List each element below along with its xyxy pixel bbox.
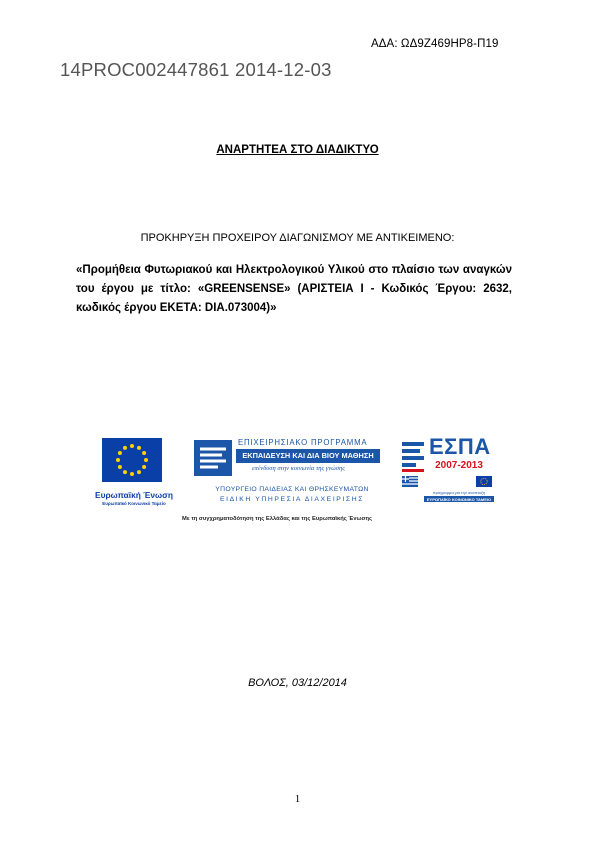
espa-title: ΕΣΠΑ — [429, 434, 491, 459]
protocol-number: 14PROC002447861 2014-12-03 — [60, 59, 332, 80]
publication-heading — [0, 144, 595, 156]
espa-years: 2007-2013 — [435, 460, 483, 471]
tender-heading: ΠΡΟΚΗΡΥΞΗ ΠΡΟΧΕΙΡΟΥ ΔΙΑΓΩΝΙΣΜΟΥ ΜΕ ΑΝΤΙΚΕΙΜΕΝΟ: — [140, 232, 455, 244]
funding-logo-banner — [86, 430, 498, 526]
ada-code: ΑΔΑ: ΩΔ9Ζ469ΗΡ8-Π19 — [371, 38, 499, 50]
eu-stars-icon — [102, 438, 162, 482]
greek-eu-flags-icon — [402, 476, 492, 488]
eu-flag-icon — [102, 438, 162, 482]
publication-heading-text: ΑΝΑΡΤΗΤΕΑ ΣΤΟ ΔΙΑΔΙΚΤΥΟ — [216, 144, 379, 156]
eu-title: Ευρωπαϊκή Ένωση — [95, 490, 173, 500]
ministry-name: ΥΠΟΥΡΓΕΙΟ ΠΑΙΔΕΙΑΣ ΚΑΙ ΘΡΗΣΚΕΥΜΑΤΩΝ — [215, 486, 369, 493]
espa-fund-name: ΕΥΡΩΠΑΪΚΟ ΚΟΙΝΩΝΙΚΟ ΤΑΜΕΙΟ — [426, 497, 492, 502]
page-number: 1 — [294, 793, 301, 805]
eu-subtitle: Ευρωπαϊκό Κοινωνικό Ταμείο — [102, 501, 166, 506]
programme-emblem-icon — [194, 440, 232, 476]
document-date: ΒΟΛΟΣ, 03/12/2014 — [248, 677, 347, 689]
management-authority: ΕΙΔΙΚΗ ΥΠΗΡΕΣΙΑ ΔΙΑΧΕΙΡΙΣΗΣ — [219, 496, 365, 503]
cofunding-note: Με τη συγχρηματοδότηση της Ελλάδας και της Ευρωπαϊκής Ένωσης — [182, 516, 373, 522]
programme-name: ΕΚΠΑΙΔΕΥΣΗ ΚΑΙ ΔΙΑ ΒΙΟΥ ΜΑΘΗΣΗ — [242, 451, 374, 460]
espa-emblem-icon — [400, 440, 426, 474]
programme-motto: επένδυση στην κοινωνία της γνώσης — [252, 465, 345, 472]
programme-title: ΕΠΙΧΕΙΡΗΣΙΑΚΟ ΠΡΟΓΡΑΜΜΑ — [238, 438, 368, 447]
tender-subject: «Προμήθεια Φυτωριακού και Ηλεκτρολογικού Υλικού στο πλαίσιο των αναγκών του έργου με τίτλο: «GREENSENSE» (ΑΡΙΣΤΕΙΑ Ι - Κωδικός Έργου: 2632, κωδικός έργου ΕΚΕΤΑ: DIA.073004)» — [76, 264, 512, 314]
espa-motto: πρόγραμμα για την ανάπτυξη — [432, 490, 486, 495]
